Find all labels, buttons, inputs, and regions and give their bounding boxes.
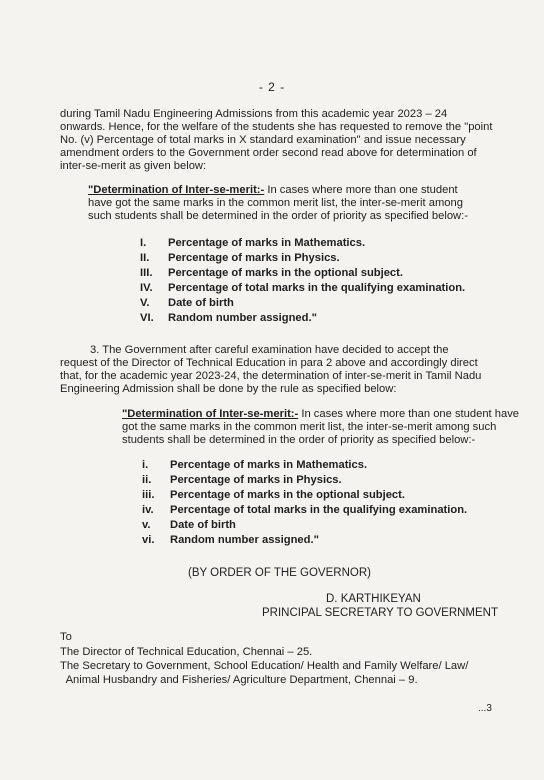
- list-item: V. Date of birth: [140, 297, 234, 309]
- paragraph-line: during Tamil Nadu Engineering Admissions from this academic year 2023 – 24: [60, 108, 448, 120]
- paragraph-line: onwards. Hence, for the welfare of the students she has requested to remove the "point: [60, 121, 493, 133]
- signatory-title: PRINCIPAL SECRETARY TO GOVERNMENT: [262, 607, 499, 619]
- priority-list-2: [142, 458, 467, 548]
- paragraph-line: Engineering Admission shall be done by the rule as specified below:: [60, 383, 397, 395]
- paragraph-line: No. (v) Percentage of total marks in X standard examination" and issue necessary: [60, 134, 466, 146]
- quote-block-1: [88, 184, 498, 223]
- paragraph-2: [60, 108, 500, 173]
- paragraph-3: [60, 344, 500, 396]
- order-line: (BY ORDER OF THE GOVERNOR): [188, 567, 371, 579]
- paragraph-line: inter-se-merit as given below:: [60, 160, 207, 172]
- list-item: VI. Random number assigned.": [140, 312, 317, 324]
- to-label: To: [60, 631, 72, 643]
- list-item: v. Date of birth: [142, 519, 236, 531]
- recipient: The Secretary to Government, School Education/ Health and Family Welfare/ Law/: [60, 660, 469, 672]
- recipient: The Director of Technical Education, Chennai – 25.: [60, 646, 313, 658]
- quote-line: such students shall be determined in the order of priority as specified below:-: [88, 210, 468, 222]
- priority-list-1: [140, 236, 465, 326]
- continuation-marker: ...3: [478, 703, 492, 714]
- quote-line: got the same marks in the common merit list, the inter-se-merit among such: [122, 421, 497, 433]
- quote-block-2: [122, 408, 520, 447]
- recipient-list: [60, 645, 468, 687]
- list-item: iii. Percentage of marks in the optional subject.: [142, 489, 405, 501]
- list-item: IV. Percentage of total marks in the qualifying examination.: [140, 282, 466, 294]
- paragraph-line: amendment orders to the Government order second read above for determination of: [60, 147, 477, 159]
- paragraph-line: that, for the academic year 2023-24, the determination of inter-se-merit in Tamil Nadu: [60, 370, 482, 382]
- quote-line: In cases where more than one student have: [298, 408, 520, 420]
- quote-line: students shall be determined in the order of priority as specified below:-: [122, 434, 476, 446]
- list-item: iv. Percentage of total marks in the qualifying examination.: [142, 504, 468, 516]
- list-item: II. Percentage of marks in Physics.: [140, 252, 340, 264]
- paragraph-line: request of the Director of Technical Education in para 2 above and accordingly direct: [60, 357, 478, 369]
- signatory-name: D. KARTHIKEYAN: [326, 593, 421, 605]
- page-number: - 2 -: [258, 80, 286, 94]
- list-item: ii. Percentage of marks in Physics.: [142, 474, 342, 486]
- paragraph-line: 3. The Government after careful examination have decided to accept the: [90, 344, 449, 356]
- list-item: vi. Random number assigned.": [142, 534, 319, 546]
- quote-line: have got the same marks in the common merit list, the inter-se-merit among: [88, 197, 463, 209]
- list-item: i. Percentage of marks in Mathematics.: [142, 459, 368, 471]
- quote-heading: "Determination of Inter-se-merit:-: [88, 184, 265, 196]
- quote-heading: "Determination of Inter-se-merit:-: [122, 408, 299, 420]
- list-item: III. Percentage of marks in the optional subject.: [140, 267, 403, 279]
- recipient: Animal Husbandry and Fisheries/ Agriculture Department, Chennai – 9.: [60, 674, 418, 686]
- list-item: I. Percentage of marks in Mathematics.: [140, 237, 366, 249]
- quote-line: In cases where more than one student: [264, 184, 458, 196]
